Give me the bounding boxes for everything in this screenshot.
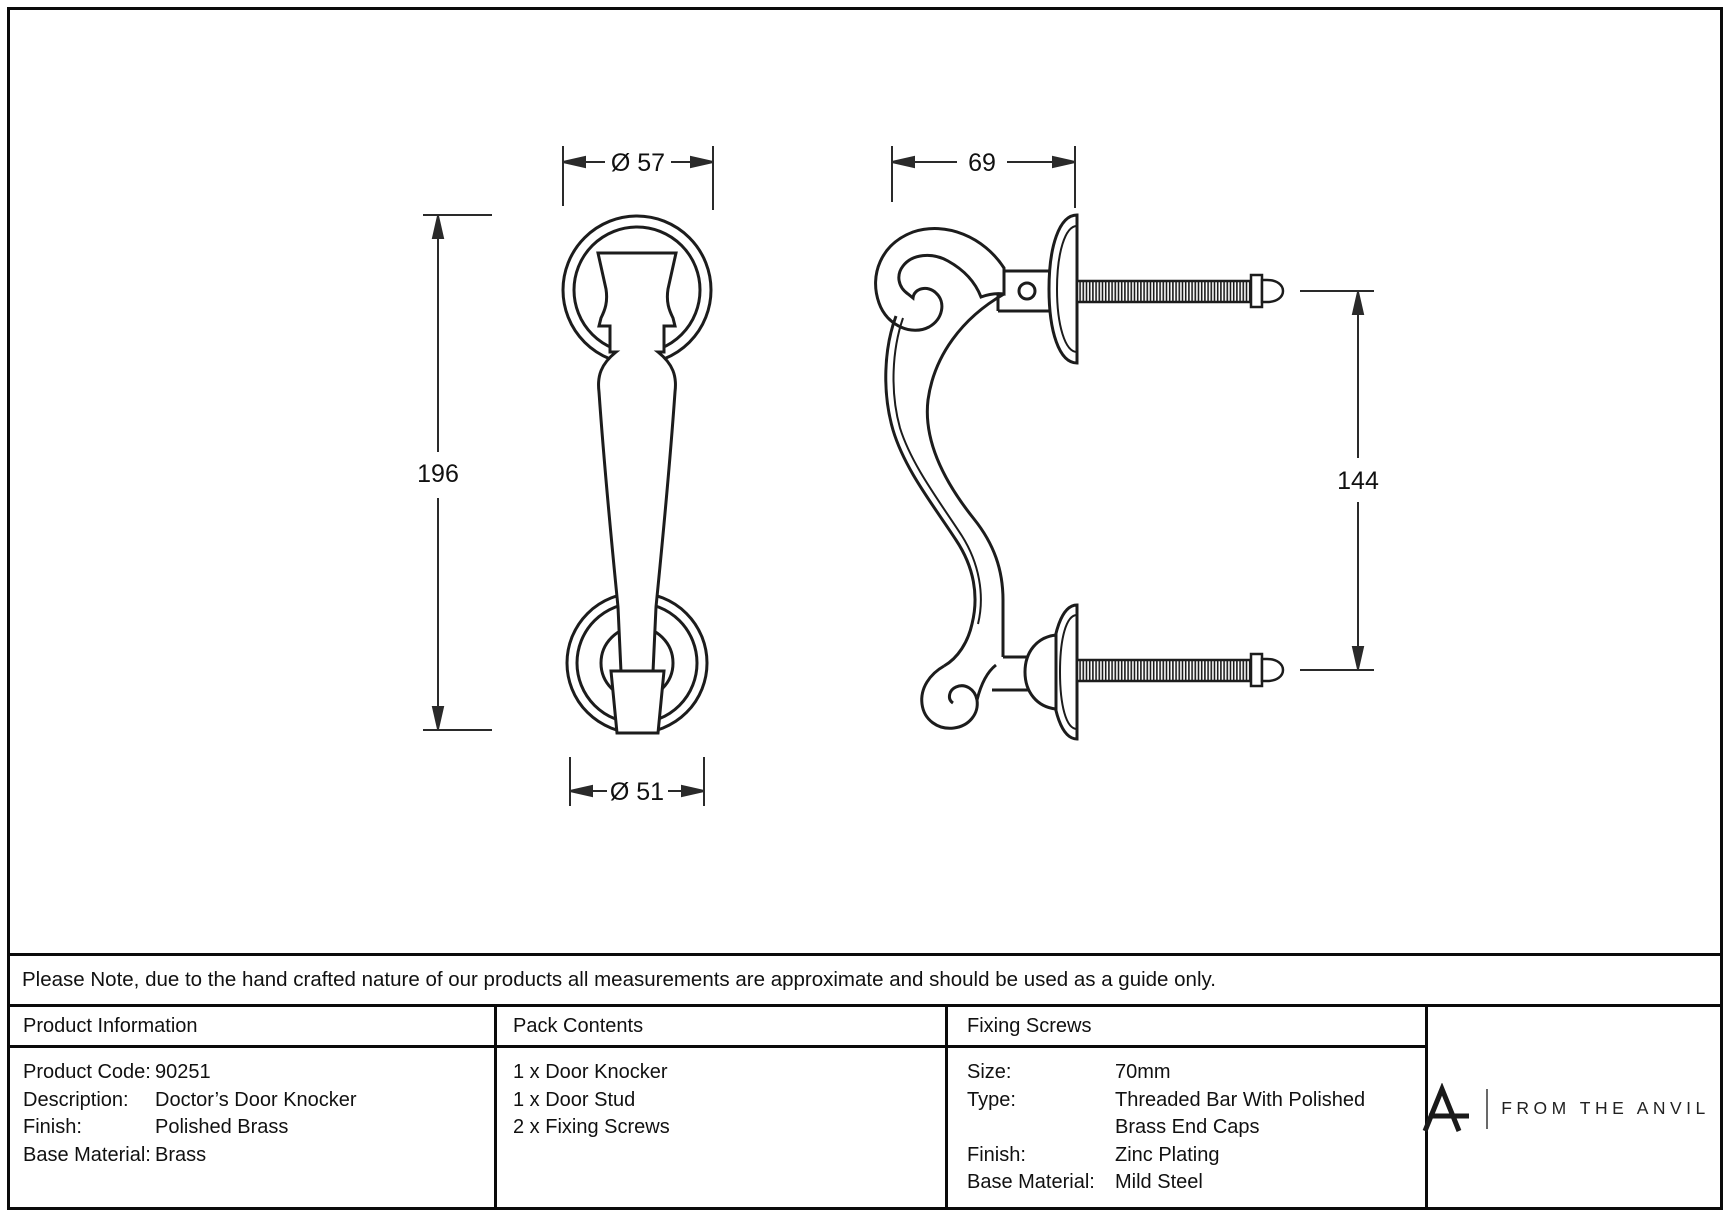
side-stud-dome <box>1025 635 1056 709</box>
top-end-cap <box>1262 280 1283 302</box>
screw-finish-label: Finish: <box>967 1143 1026 1166</box>
front-view-drawing <box>563 216 711 733</box>
finish-label: Finish: <box>23 1116 82 1138</box>
side-pivot-pin <box>1019 283 1035 299</box>
logo-wordmark: FROM THE ANVIL <box>1501 1098 1710 1118</box>
anvil-monogram-icon <box>1415 1083 1473 1135</box>
side-top-scroll <box>876 229 1004 331</box>
bottom-end-cap <box>1262 659 1283 681</box>
screw-finish-value: Zinc Plating <box>1115 1143 1220 1166</box>
screw-size-label: Size: <box>967 1061 1012 1083</box>
pack-contents-cell <box>494 1048 945 1210</box>
screw-base-material-label: Base Material: <box>967 1171 1095 1193</box>
side-body-right-edge <box>927 294 1004 657</box>
list-item: 2 x Fixing Screws <box>513 1116 670 1138</box>
screw-type-label: Type: <box>967 1088 1016 1111</box>
side-view-drawing <box>876 215 1283 739</box>
description-value: Doctor’s Door Knocker <box>155 1088 357 1111</box>
screw-size-value: 70mm <box>1115 1061 1171 1083</box>
dim-label-height-196: 196 <box>417 460 459 488</box>
base-material-value: Brass <box>155 1143 207 1166</box>
description-label: Description: <box>23 1088 129 1111</box>
front-striker-tip <box>611 671 664 733</box>
table-row <box>23 1114 494 1142</box>
side-top-plate <box>1049 215 1077 363</box>
bottom-end-cap-collar <box>1251 654 1262 686</box>
product-code-value: 90251 <box>155 1061 211 1083</box>
table-row <box>967 1059 1425 1087</box>
table-row <box>967 1142 1425 1170</box>
screw-base-material-value: Mild Steel <box>1115 1171 1203 1193</box>
measurement-note <box>7 953 1723 1007</box>
header-pack-contents-label: Pack Contents <box>513 1014 644 1037</box>
header-product-information <box>7 1007 494 1048</box>
measurement-note-text: Please Note, due to the hand crafted nature of our products all measurements are approximate and should be used as a guide only. <box>22 968 1216 991</box>
dim-label-top-diameter: Ø 57 <box>610 149 666 177</box>
finish-value: Polished Brass <box>155 1116 289 1138</box>
from-the-anvil-logo <box>1415 1083 1710 1135</box>
product-information-cell <box>7 1048 494 1210</box>
list-item: 1 x Door Knocker <box>513 1061 668 1083</box>
dim-label-projection-69: 69 <box>968 149 996 177</box>
table-row <box>23 1142 494 1170</box>
top-end-cap-collar <box>1251 275 1262 307</box>
brand-logo-cell <box>1425 1007 1723 1210</box>
bottom-threaded-bar <box>1077 660 1251 681</box>
header-pack-contents <box>494 1007 945 1048</box>
table-row <box>967 1169 1425 1197</box>
list-item: 1 x Door Stud <box>513 1088 636 1111</box>
side-bottom-scroll <box>922 666 978 728</box>
logo-divider <box>1486 1089 1488 1129</box>
side-body-left-edge <box>886 316 975 666</box>
header-product-information-label: Product Information <box>23 1014 198 1037</box>
dim-label-fixing-centres-144: 144 <box>1337 467 1379 495</box>
header-fixing-screws <box>945 1007 1425 1048</box>
side-dimensions <box>892 146 1374 670</box>
table-row <box>23 1087 494 1115</box>
top-threaded-bar <box>1077 281 1251 302</box>
product-code-label: Product Code: <box>23 1061 151 1083</box>
base-material-label: Base Material: <box>23 1143 151 1166</box>
screw-type-value: Threaded Bar With Polished Brass End Caps <box>1115 1088 1366 1138</box>
fixing-screws-cell <box>945 1048 1425 1210</box>
table-row <box>967 1087 1425 1142</box>
side-scroll-to-arm <box>977 665 996 700</box>
table-row <box>23 1059 494 1087</box>
dim-label-bottom-diameter: Ø 51 <box>609 778 665 806</box>
header-fixing-screws-label: Fixing Screws <box>967 1014 1092 1037</box>
